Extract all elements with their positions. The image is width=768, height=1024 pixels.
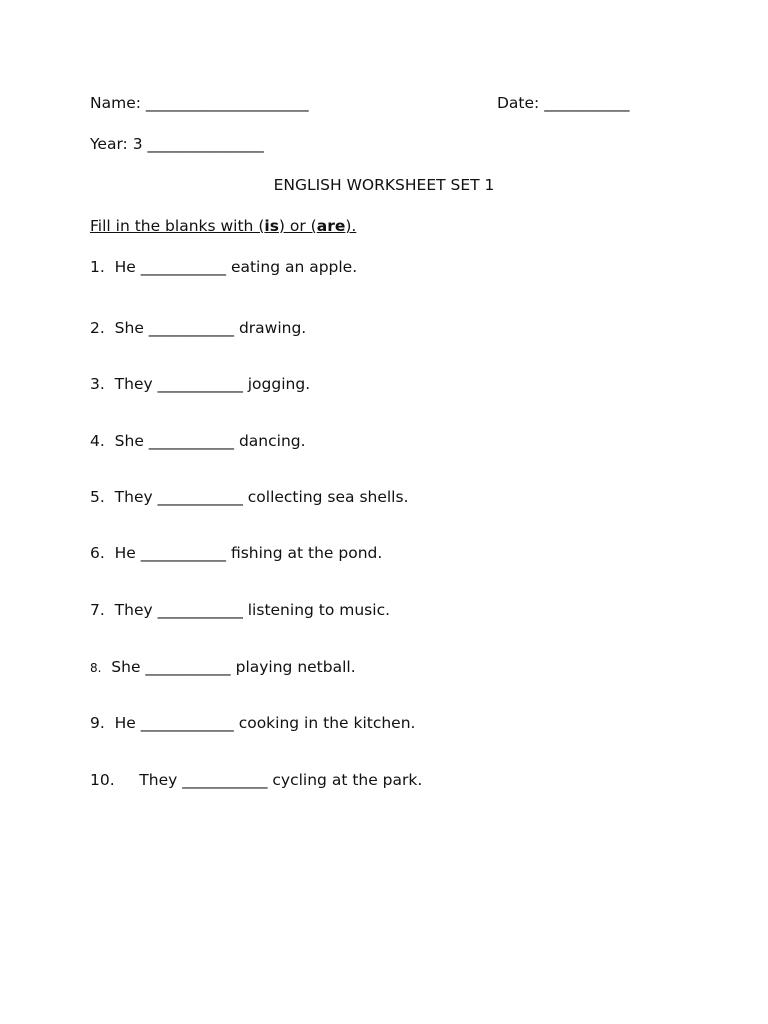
year-label: Year: 3 xyxy=(90,135,143,153)
date-field xyxy=(497,93,629,113)
name-field xyxy=(90,93,309,113)
question-number: 7. xyxy=(90,601,105,619)
question-number: 4. xyxy=(90,432,105,450)
question-number: 3. xyxy=(90,375,105,393)
year-blank[interactable]: _______________ xyxy=(142,135,264,153)
question-text[interactable]: They ___________ listening to music. xyxy=(104,601,391,619)
question-text[interactable]: They ___________ collecting sea shells. xyxy=(104,488,409,506)
question-number: 1. xyxy=(90,258,105,276)
question-text[interactable]: They ___________ jogging. xyxy=(104,375,311,393)
question-text[interactable]: They ___________ cycling at the park. xyxy=(114,771,423,789)
question-5 xyxy=(90,487,409,507)
question-number: 2. xyxy=(90,319,105,337)
question-1 xyxy=(90,257,357,277)
question-number: 5. xyxy=(90,488,105,506)
question-3 xyxy=(90,374,310,394)
date-label: Date: xyxy=(497,94,540,112)
instruction-suffix: ). xyxy=(345,217,357,235)
question-text[interactable]: He ____________ cooking in the kitchen. xyxy=(104,714,416,732)
question-text[interactable]: She ___________ drawing. xyxy=(104,319,307,337)
question-7 xyxy=(90,600,390,620)
question-text[interactable]: She ___________ playing netball. xyxy=(101,658,356,676)
question-2 xyxy=(90,318,306,338)
name-blank[interactable]: _____________________ xyxy=(140,94,309,112)
question-6 xyxy=(90,543,382,563)
question-9 xyxy=(90,713,415,733)
question-number: 8. xyxy=(90,661,102,675)
question-10 xyxy=(90,770,422,790)
option-is: is xyxy=(264,217,279,235)
name-label: Name: xyxy=(90,94,141,112)
question-4 xyxy=(90,431,306,451)
question-text[interactable]: She ___________ dancing. xyxy=(104,432,306,450)
instruction-prefix: Fill in the blanks with ( xyxy=(90,217,265,235)
question-number: 6. xyxy=(90,544,105,562)
year-field xyxy=(90,134,264,154)
question-number: 9. xyxy=(90,714,105,732)
question-number: 10. xyxy=(90,771,115,789)
question-text[interactable]: He ___________ eating an apple. xyxy=(104,258,358,276)
instruction xyxy=(90,216,356,236)
worksheet-title: ENGLISH WORKSHEET SET 1 xyxy=(273,176,495,194)
option-are: are xyxy=(316,217,346,235)
instruction-middle: ) or ( xyxy=(278,217,317,235)
question-text[interactable]: He ___________ fishing at the pond. xyxy=(104,544,383,562)
date-blank[interactable]: ___________ xyxy=(539,94,630,112)
question-8 xyxy=(90,657,356,678)
